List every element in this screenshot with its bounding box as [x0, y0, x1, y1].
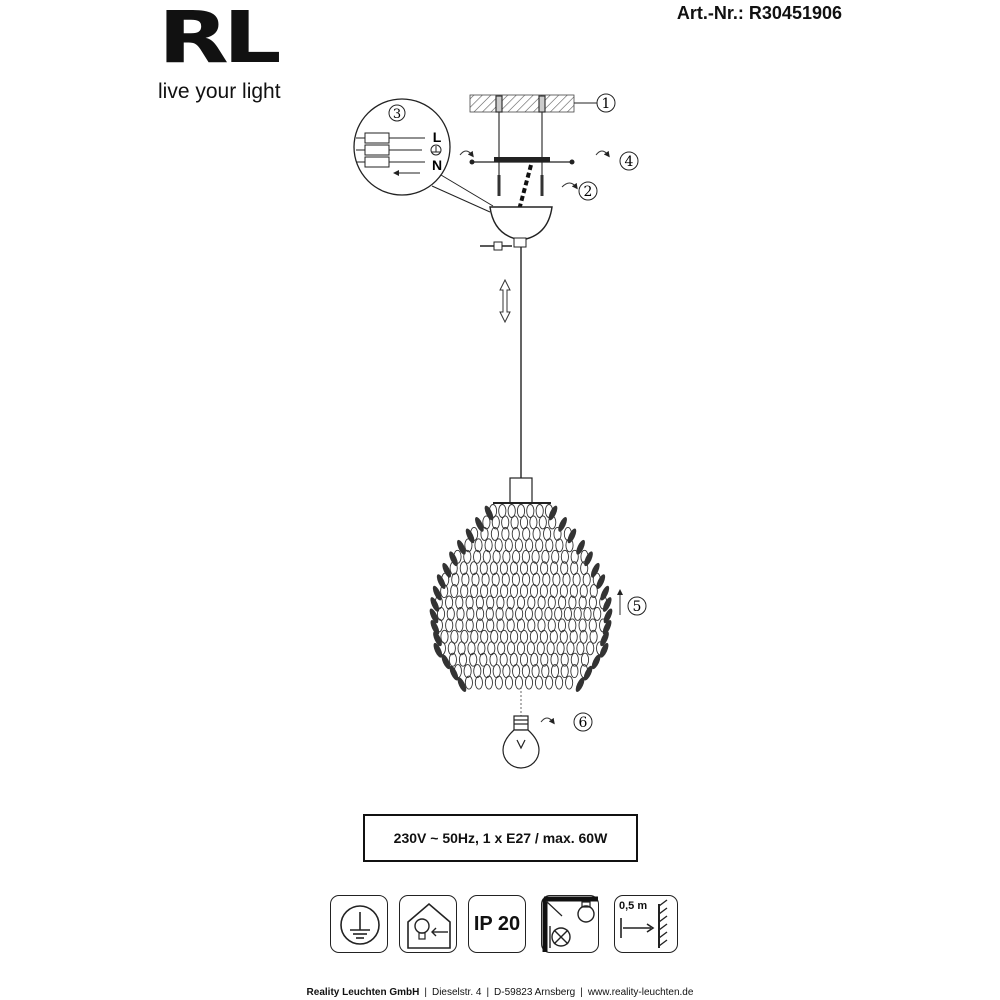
shade-petal — [515, 676, 522, 689]
shade-edge-leaf — [566, 527, 578, 544]
shade-petal — [441, 630, 448, 643]
ceiling-hatch — [470, 95, 574, 112]
shade-petal — [480, 653, 487, 666]
svg-text:4: 4 — [624, 154, 634, 170]
shade-edge-leaf — [582, 550, 594, 567]
shade-petal — [513, 665, 520, 678]
shade-petal — [491, 527, 498, 540]
shade-petal — [502, 527, 509, 540]
shade-petal — [530, 516, 537, 529]
shade-petal — [579, 619, 586, 632]
shade-petal — [570, 585, 577, 598]
shade-petal — [542, 550, 549, 563]
shade-petal — [437, 607, 444, 620]
shade-petal — [485, 539, 492, 552]
shade-petal — [536, 539, 543, 552]
shade-petal — [545, 607, 552, 620]
shade-petal — [520, 516, 527, 529]
shade-petal — [482, 573, 489, 586]
shade-petal — [501, 630, 508, 643]
shade-petal — [567, 642, 574, 655]
shade-petal — [475, 539, 482, 552]
supply-cable — [519, 165, 531, 210]
shade-petal — [546, 676, 553, 689]
shade-petal — [555, 607, 562, 620]
shade-petal — [507, 619, 514, 632]
shade-petal — [481, 527, 488, 540]
svg-text:2: 2 — [583, 184, 593, 200]
shade-petal — [547, 642, 554, 655]
shade-petal — [456, 596, 463, 609]
article-number: Art.-Nr.: R30451906 — [676, 3, 842, 23]
shade-petal — [505, 539, 512, 552]
shade-petal — [472, 573, 479, 586]
mounting-bracket — [470, 157, 575, 165]
shade-petal — [531, 653, 538, 666]
protective-earth-icon — [330, 895, 388, 953]
terminal-block — [356, 133, 425, 167]
shade-petal — [495, 676, 502, 689]
cable-grip — [514, 238, 526, 247]
shade-petal — [497, 596, 504, 609]
shade-petal — [527, 642, 534, 655]
footer-street: Dieselstr. 4 — [431, 987, 482, 998]
shade-petal — [569, 619, 576, 632]
svg-text:1: 1 — [601, 96, 611, 112]
shade-petal — [459, 653, 466, 666]
shade-petal — [537, 642, 544, 655]
shade-petal — [502, 573, 509, 586]
shade-petal — [474, 550, 481, 563]
shade-petal — [590, 630, 597, 643]
shade-petal — [451, 630, 458, 643]
rotate-arrows-4 — [460, 151, 608, 155]
shade-edge-leaf — [447, 550, 459, 567]
shade-petal — [449, 653, 456, 666]
shade-petal — [464, 665, 471, 678]
shade-petal — [456, 619, 463, 632]
shade-petal — [460, 562, 467, 575]
shade-petal — [540, 630, 547, 643]
grub-screw — [480, 242, 512, 250]
shade-petal — [526, 539, 533, 552]
shade-petal — [583, 573, 590, 586]
footer-city: D-59823 Arnsberg — [494, 987, 576, 998]
shade-petal — [559, 596, 566, 609]
shade-petal — [516, 607, 523, 620]
callout-2 — [579, 182, 597, 200]
rotate-arrow-2 — [562, 183, 576, 187]
indoor-use-icon — [399, 895, 457, 953]
shade-petal — [580, 585, 587, 598]
shade-petal — [541, 653, 548, 666]
wiring-label-neutral: N — [431, 157, 443, 173]
shade-petal — [566, 676, 573, 689]
shade-petal — [535, 607, 542, 620]
shade-petal — [492, 516, 499, 529]
brand-logo: RL — [158, 0, 276, 80]
shade-petal — [522, 665, 529, 678]
shade-petal — [510, 630, 517, 643]
shade-petal — [468, 642, 475, 655]
shade-petal — [556, 539, 563, 552]
shade-petal — [481, 630, 488, 643]
shade-petal — [525, 607, 532, 620]
shade-petal — [503, 665, 510, 678]
shade-petal — [464, 550, 471, 563]
shade-petal — [465, 539, 472, 552]
ip-rating-icon: IP 20 — [468, 895, 526, 953]
shade-petal — [492, 573, 499, 586]
shade-petal — [594, 607, 601, 620]
shade-petal — [466, 619, 473, 632]
shade-petal — [446, 619, 453, 632]
shade-petal — [520, 630, 527, 643]
shade-petal — [485, 676, 492, 689]
shade-petal — [448, 642, 455, 655]
shade-petal — [580, 630, 587, 643]
shade-edge-leaf — [464, 527, 476, 544]
shade-edge-leaf — [575, 539, 587, 556]
shade-petal — [470, 653, 477, 666]
shade-petal — [505, 676, 512, 689]
shade-petal — [458, 642, 465, 655]
shade-petal — [533, 573, 540, 586]
shade-petal — [511, 516, 518, 529]
shade-petal — [573, 573, 580, 586]
shade-petal — [546, 539, 553, 552]
shade-petal — [462, 573, 469, 586]
shade-edge-leaf — [557, 516, 569, 533]
shade-petal — [457, 607, 464, 620]
svg-text:3: 3 — [392, 107, 402, 122]
shade-petal — [525, 676, 532, 689]
shade-petal — [532, 550, 539, 563]
callout-5 — [628, 597, 646, 615]
callout-1 — [597, 94, 615, 112]
shade-petal — [539, 516, 546, 529]
min-distance-icon — [614, 895, 678, 953]
shade-petal — [481, 585, 488, 598]
wiring-label-live: L — [432, 129, 442, 145]
shade-petal — [491, 630, 498, 643]
svg-text:5: 5 — [632, 599, 642, 615]
shade-petal — [497, 619, 504, 632]
shade-petal — [446, 596, 453, 609]
callout-6 — [574, 713, 592, 731]
shade-petal — [589, 596, 596, 609]
shade-petal — [502, 516, 509, 529]
shade-petal — [471, 630, 478, 643]
brand-tagline: live your light — [158, 80, 281, 103]
shade-petal — [465, 676, 472, 689]
shade-petal — [552, 550, 559, 563]
shade-petal — [532, 665, 539, 678]
shade-petal — [501, 585, 508, 598]
shade-petal — [496, 607, 503, 620]
shade-petal — [557, 642, 564, 655]
shade-petal — [584, 607, 591, 620]
rotate-arrow-6 — [541, 718, 553, 722]
pendant-shade — [428, 504, 614, 693]
shade-petal — [471, 585, 478, 598]
shade-petal — [535, 676, 542, 689]
shade-petal — [569, 596, 576, 609]
shade-petal — [560, 630, 567, 643]
footer: Reality Leuchten GmbH | Dieselstr. 4 | D-59823 Arnsberg | www.reality-leuchten.de — [306, 987, 694, 998]
shade-petal — [475, 676, 482, 689]
shade-petal — [515, 539, 522, 552]
shade-petal — [587, 642, 594, 655]
canopy — [490, 207, 552, 240]
shade-petal — [550, 630, 557, 643]
distance-label: 0,5 m — [619, 900, 648, 912]
footer-website[interactable]: www.reality-leuchten.de — [587, 987, 694, 998]
footer-company: Reality Leuchten GmbH — [306, 987, 420, 998]
shade-petal — [495, 539, 502, 552]
shade-petal — [461, 630, 468, 643]
shade-petal — [493, 665, 500, 678]
shade-petal — [581, 653, 588, 666]
shade-petal — [470, 562, 477, 575]
height-adjust-arrow — [500, 280, 510, 322]
shade-petal — [507, 596, 514, 609]
shade-petal — [548, 596, 555, 609]
shade-petal — [487, 619, 494, 632]
shade-petal — [452, 573, 459, 586]
shade-petal — [491, 585, 498, 598]
svg-text:6: 6 — [578, 715, 588, 731]
shade-petal — [447, 607, 454, 620]
shade-petal — [564, 607, 571, 620]
shade-petal — [483, 665, 490, 678]
shade-petal — [510, 585, 517, 598]
shade-petal — [542, 665, 549, 678]
shade-petal — [570, 630, 577, 643]
shade-petal — [530, 630, 537, 643]
shade-petal — [579, 596, 586, 609]
shade-petal — [589, 619, 596, 632]
shade-petal — [553, 573, 560, 586]
shade-petal — [461, 585, 468, 598]
shade-petal — [590, 585, 597, 598]
callout-4 — [620, 152, 638, 170]
shade-petal — [474, 665, 481, 678]
shade-petal — [543, 573, 550, 586]
shade-petal — [476, 619, 483, 632]
light-bulb — [503, 716, 539, 768]
shade-petal — [451, 585, 458, 598]
shade-petal — [574, 607, 581, 620]
shade-petal — [483, 516, 490, 529]
electrical-specs: 230V ~ 50Hz, 1 x E27 / max. 60W — [363, 814, 638, 862]
shade-petal — [556, 676, 563, 689]
shade-petal — [512, 573, 519, 586]
shade-petal — [577, 642, 584, 655]
no-insulation-contact-icon — [541, 895, 599, 953]
shade-petal — [523, 573, 530, 586]
shade-petal — [506, 607, 513, 620]
shade-petal — [563, 573, 570, 586]
lamp-holder — [510, 478, 532, 503]
